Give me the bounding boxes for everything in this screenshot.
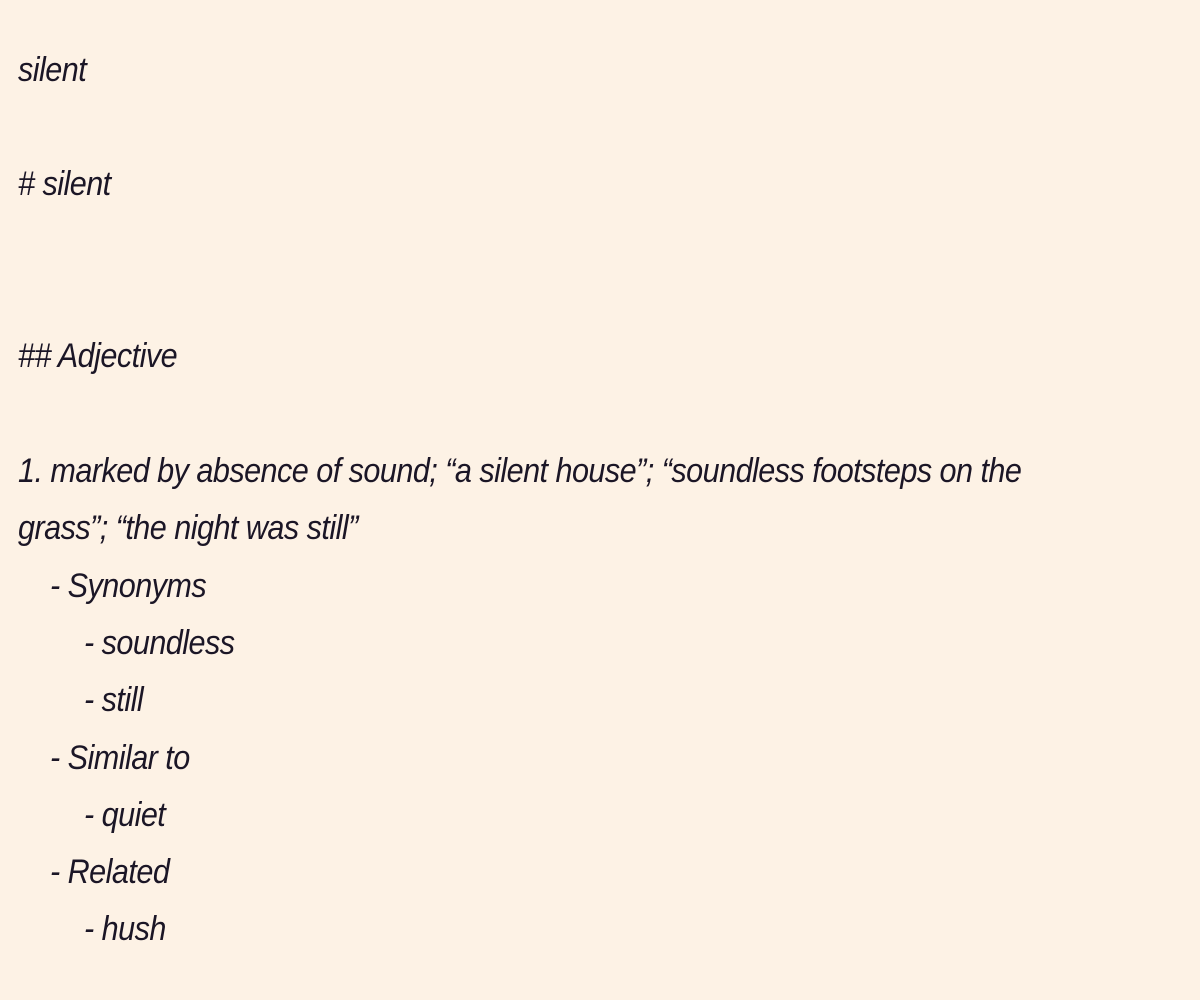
related-label: - Related — [50, 853, 170, 891]
related-item: - hush — [84, 910, 166, 948]
similar-item: - quiet — [84, 796, 166, 834]
heading-word: # silent — [18, 165, 111, 203]
definition-line-2: grass”; “the night was still” — [18, 509, 358, 547]
heading-part-of-speech: ## Adjective — [18, 337, 178, 375]
definition-line-1: 1. marked by absence of sound; “a silent house”; “soundless footsteps on the — [18, 452, 1022, 490]
synonym-item: - still — [84, 681, 144, 719]
similar-to-label: - Similar to — [50, 739, 190, 777]
synonyms-label: - Synonyms — [50, 567, 207, 605]
document-title: silent — [18, 51, 87, 89]
synonym-item: - soundless — [84, 624, 235, 662]
